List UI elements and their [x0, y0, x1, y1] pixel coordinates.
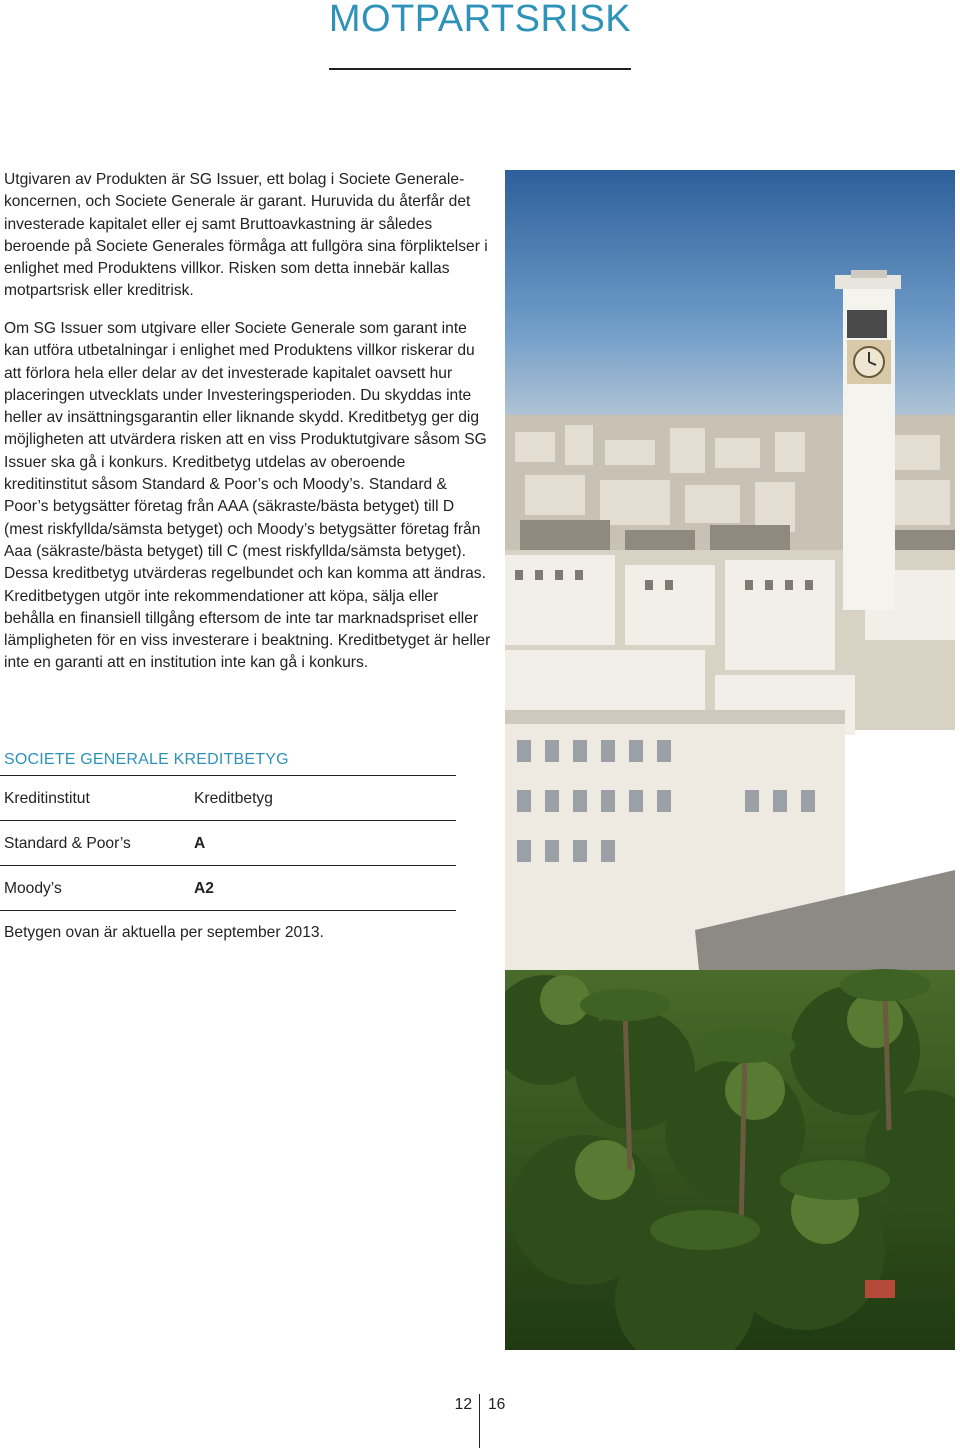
- page-number-left: 12: [454, 1396, 472, 1413]
- intro-paragraph: Utgivaren av Produkten är SG Issuer, ett bolag i Societe Generale-koncernen, och Societe Generale är garant. Huruvida du återfår det investerade kapitalet eller ej samt Bruttoavkastning är således beroende på Societe Generales förmåga att fullgöra sina förpliktelser i enlighet med Produktens villkor. Risken som detta innebär kallas motpartsrisk eller kreditrisk.: [4, 171, 488, 300]
- page-title: MOTPARTSRISK: [328, 0, 632, 40]
- city-photo: [505, 170, 955, 1350]
- table-row-institute: Moody’s: [4, 880, 62, 897]
- rating-date-note: Betygen ovan är aktuella per september 2013.: [4, 924, 324, 941]
- table-row-rating: A: [194, 835, 206, 852]
- table-header-institute: Kreditinstitut: [4, 790, 90, 807]
- table-rule-top: [0, 775, 456, 776]
- table-row-institute: Standard & Poor’s: [4, 835, 131, 852]
- table-header-rating: Kreditbetyg: [194, 790, 273, 807]
- section-title: SOCIETE GENERALE KREDITBETYG: [4, 751, 289, 768]
- table-rule: [0, 820, 456, 821]
- body-paragraph: Om SG Issuer som utgivare eller Societe Generale som garant inte kan utföra utbetalningar i enlighet med Produktens villkor riskerar du att förlora hela eller delar av det investerade kapitalet oavsett hur placeringen utvecklats under Investeringsperioden. Du skyddas inte heller av insättningsgarantin eller liknande skydd. Kreditbetyg ger dig möjligheten att utvärdera risken att en viss Produktutgivare såsom SG Issuer ska gå i konkurs. Kreditbetyg utdelas av oberoende kreditinstitut såsom Standard & Poor’s och Moody’s. Standard & Poor’s betygsätter företag från AAA (säkraste/bästa betyget) till D (mest riskfyllda/sämsta betyget) och Moody’s betygsätter företag från Aaa (säkraste/bästa betyget) till C (mest riskfyllda/sämsta betyget). Dessa kreditbetyg utvärderas regelbundet och kan komma att ändras. Kreditbetygen utgör inte rekommendationer att köpa, sälja eller behålla en finansiell tillgång eftersom de inte tar marknadspriset eller lämpligheten för en viss investerare i beaktning. Kreditbetyget är heller inte en garanti att en institution inte kan gå i konkurs.: [4, 320, 491, 672]
- table-rule-bottom: [0, 910, 456, 911]
- title-underline: [329, 68, 631, 70]
- page-number-divider: [479, 1394, 480, 1448]
- table-rule: [0, 865, 456, 866]
- table-row-rating: A2: [194, 880, 214, 897]
- page-number-right: 16: [488, 1396, 506, 1413]
